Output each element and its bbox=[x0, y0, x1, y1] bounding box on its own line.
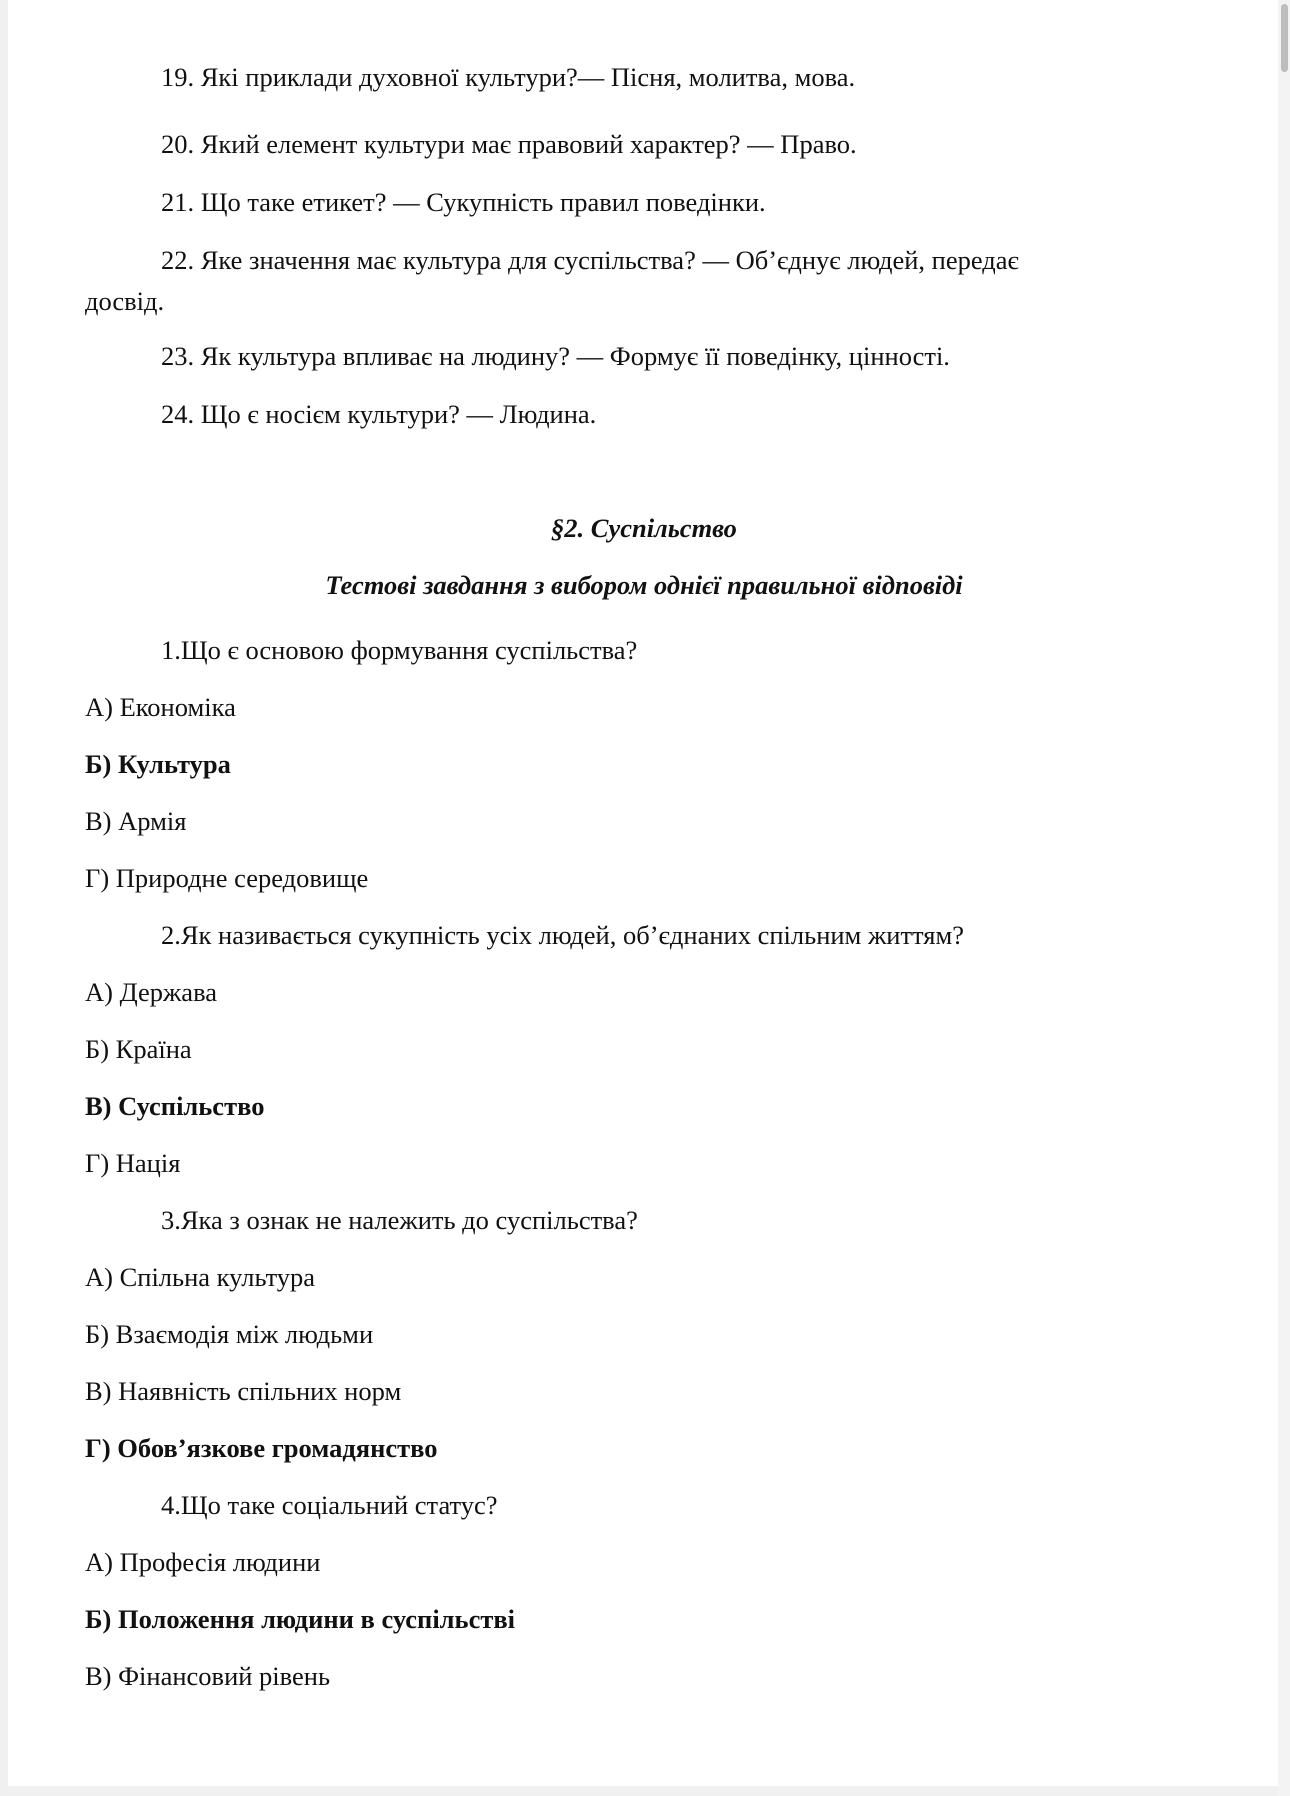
answer-option: В) Фінансовий рівень bbox=[85, 1661, 331, 1691]
question-text: 4.Що таке соціальний статус? bbox=[161, 1490, 498, 1520]
answer-option: Б) Країна bbox=[85, 1034, 192, 1064]
qa-line-continuation: досвід. bbox=[85, 286, 165, 316]
qa-line: 22. Яке значення має культура для суспільства? — Об’єднує людей, передає bbox=[161, 245, 1019, 275]
question-text: 2.Як називається сукупність усіх людей, об’єднаних спільним життям? bbox=[161, 920, 964, 950]
answer-option-correct: В) Суспільство bbox=[85, 1091, 265, 1121]
answer-option: А) Держава bbox=[85, 977, 217, 1007]
qa-line: 21. Що таке етикет? — Сукупність правил поведінки. bbox=[161, 187, 766, 217]
qa-line: 24. Що є носієм культури? — Людина. bbox=[161, 399, 597, 429]
question-text: 3.Яка з ознак не належить до суспільства? bbox=[161, 1205, 638, 1235]
qa-line: 19. Які приклади духовної культури?— Пісня, молитва, мова. bbox=[161, 62, 856, 92]
vertical-scrollbar[interactable] bbox=[1278, 0, 1290, 1796]
qa-line: 20. Який елемент культури має правовий характер? — Право. bbox=[161, 129, 857, 159]
answer-option-correct: Б) Положення людини в суспільстві bbox=[85, 1604, 516, 1634]
answer-option: А) Професія людини bbox=[85, 1547, 321, 1577]
answer-option: Б) Взаємодія між людьми bbox=[85, 1319, 374, 1349]
answer-option-correct: Б) Культура bbox=[85, 749, 231, 779]
section-subtitle: Тестові завдання з вибором однієї правильної відповіді bbox=[325, 570, 963, 600]
section-title: §2. Суспільство bbox=[551, 513, 737, 543]
answer-option-correct: Г) Обов’язкове громадянство bbox=[85, 1433, 438, 1463]
scrollbar-thumb[interactable] bbox=[1281, 4, 1288, 72]
document-page bbox=[8, 0, 1280, 1786]
answer-option: В) Армія bbox=[85, 806, 187, 836]
answer-option: В) Наявність спільних норм bbox=[85, 1376, 402, 1406]
answer-option: А) Спільна культура bbox=[85, 1262, 316, 1292]
answer-option: А) Економіка bbox=[85, 692, 236, 722]
answer-option: Г) Природне середовище bbox=[85, 863, 369, 893]
question-text: 1.Що є основою формування суспільства? bbox=[161, 635, 638, 665]
answer-option: Г) Нація bbox=[85, 1148, 181, 1178]
qa-line: 23. Як культура впливає на людину? — Формує її поведінку, цінності. bbox=[161, 341, 950, 371]
